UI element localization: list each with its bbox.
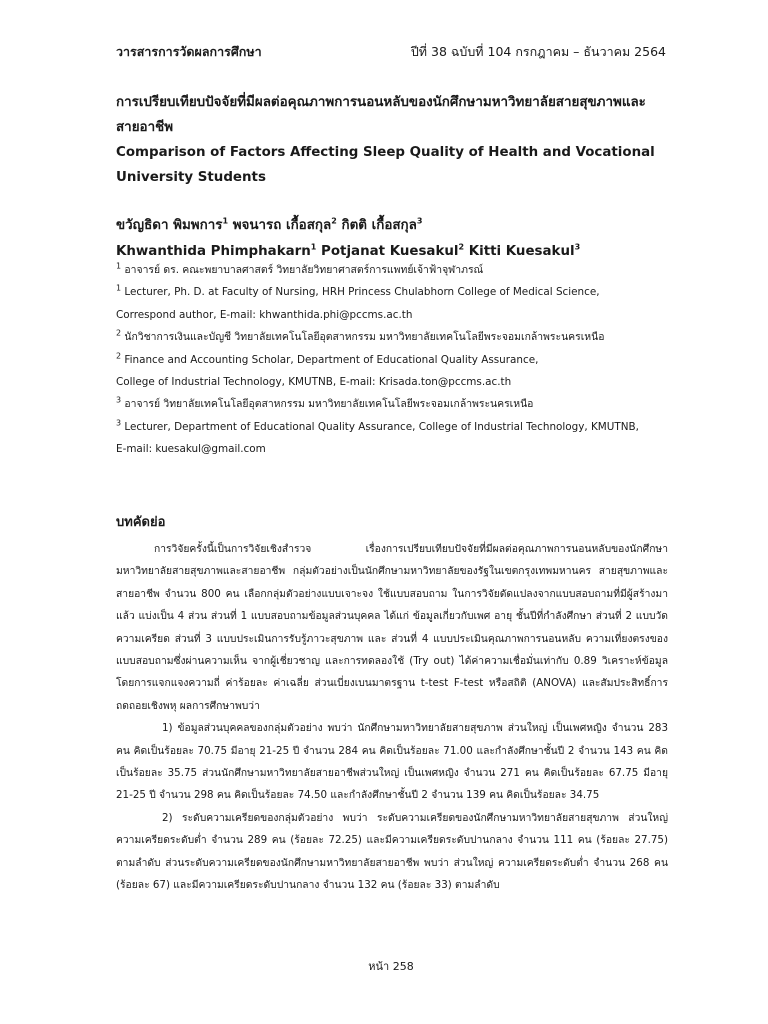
author-sup: 2: [458, 242, 465, 252]
abstract-paragraph: 1) ข้อมูลส่วนบุคคลของกลุ่มตัวอย่าง พบว่า นักศึกษามหาวิทยาลัยสายสุขภาพ ส่วนใหญ่ เป็นเพศหญิง จำนวน 283 คน คิดเป็นร้อยละ 70.75 มีอายุ 21-25 ปี จำนวน 284 คน คิดเป็นร้อยละ 71.00 และกำลังศึกษาชั้นปี 2 จำนวน 143 คน คิดเป็นร้อยละ 35.75 ส่วนนักศึกษามหาวิทยาลัยสายอาชีพส่วนใหญ่ เป็นเพศหญิง จำนวน 271 คน คิดเป็นร้อยละ 67.75 มีอายุ 21-25 ปี จำนวน 298 คน คิดเป็นร้อยละ 74.50 และกำลังศึกษาชั้นปี 2 จำนวน 139 คน คิดเป็นร้อยละ 34.75: [116, 722, 668, 802]
author-sup: 1: [310, 242, 317, 252]
affiliation-text: อาจารย์ ดร. คณะพยาบาลศาสตร์ วิทยาลัยวิทยาศาสตร์การแพทย์เจ้าฟ้าจุฬาภรณ์: [124, 264, 484, 276]
abstract-paragraph: 2) ระดับความเครียดของกลุ่มตัวอย่าง พบว่า ระดับความเครียดของนักศึกษามหาวิทยาลัยสายสุขภาพ ส่วนใหญ่ ความเครียดระดับต่ำ จำนวน 289 คน (ร้อยละ 72.25) และมีความเครียดระดับปานกลาง จำนวน 111 คน (ร้อยละ 27.75) ตามลำดับ ส่วนระดับความเครียดของนักศึกษามหาวิทยาลัยสายอาชีพ พบว่า ส่วนใหญ่ ความเครียดระดับต่ำ จำนวน 268 คน (ร้อยละ 67) และมีความเครียดระดับปานกลาง จำนวน 132 คน (ร้อยละ 33) ตามลำดับ: [116, 811, 668, 892]
title-block: [116, 90, 666, 190]
affiliation-line: [116, 416, 668, 438]
affiliation-sup: 2: [116, 328, 122, 338]
author-name: กิตติ เกื้อสกุล: [341, 218, 417, 233]
affiliation-sup: 3: [116, 395, 122, 405]
affiliation-line: [116, 349, 668, 371]
affiliation-text: Lecturer, Department of Educational Quality Assurance, College of Industrial Technology, KMUTNB,: [124, 420, 639, 433]
affiliation-line: [116, 304, 668, 326]
authors-block: [116, 213, 666, 265]
title-thai: การเปรียบเทียบปัจจัยที่มีผลต่อคุณภาพการนอนหลับของนักศึกษามหาวิทยาลัยสายสุขภาพและสายอาชีพ: [116, 95, 646, 135]
affiliation-sup: 3: [116, 418, 122, 428]
affiliation-line: [116, 326, 668, 348]
author-sup: 3: [574, 242, 581, 252]
affiliation-line: [116, 259, 668, 281]
affiliation-line: [116, 371, 668, 393]
affiliation-text: อาจารย์ วิทยาลัยเทคโนโลยีอุตสาหกรรม มหาวิทยาลัยเทคโนโลยีพระจอมเกล้าพระนครเหนือ: [124, 398, 534, 411]
authors-thai: [116, 213, 666, 239]
abstract-body: [116, 538, 668, 897]
author-name: Kitti Kuesakul: [468, 244, 575, 259]
page-number: หน้า 258: [368, 960, 414, 973]
title-english: Comparison of Factors Affecting Sleep Quality of Health and Vocational University Students: [116, 145, 655, 185]
affiliation-line: [116, 438, 668, 460]
author-name: ขวัญธิดา พิมพการ: [116, 218, 223, 233]
affiliation-sup: 1: [116, 283, 122, 293]
affiliation-text: Lecturer, Ph. D. at Faculty of Nursing, HRH Princess Chulabhorn College of Medical Science,: [124, 286, 600, 299]
issue-info: ปีที่ 38 ฉบับที่ 104 กรกฎาคม – ธันวาคม 2564: [410, 44, 666, 59]
affiliation-text: Correspond author, E-mail: khwanthida.phi@pccms.ac.th: [116, 308, 413, 321]
author-sup: 1: [222, 216, 229, 226]
abstract-paragraph: การวิจัยครั้งนี้เป็นการวิจัยเชิงสำรวจ เรื่องการเปรียบเทียบปัจจัยที่มีผลต่อคุณภาพการนอนหลับของนักศึกษามหาวิทยาลัยสายสุขภาพและสายอาชีพ กลุ่มตัวอย่างเป็นนักศึกษามหาวิทยาลัยของรัฐในเขตกรุงเทพมหานคร สายสุขภาพและสายอาชีพ จำนวน 800 คน เลือกกลุ่มตัวอย่างแบบเจาะจง ใช้แบบสอบถาม ในการวิจัยดัดแปลงจากแบบสอบถามที่มีผู้สร้างมาแล้ว แบ่งเป็น 4 ส่วน ส่วนที่ 1 แบบสอบถามข้อมูลส่วนบุคคล ได้แก่ ข้อมูลเกี่ยวกับเพศ อายุ ชั้นปีที่กำลังศึกษา ส่วนที่ 2 แบบวัดความเครียด ส่วนที่ 3 แบบประเมินการรับรู้ภาวะสุขภาพ และ ส่วนที่ 4 แบบประเมินคุณภาพการนอนหลับ ความเที่ยงตรงของแบบสอบถามซึ่งผ่านความเห็น จากผู้เชี่ยวชาญ และการทดลองใช้ (Try out) ได้ค่าความเชื่อมั่นเท่ากับ 0.89 วิเคราะห์ข้อมูลโดยการแจกแจงความถี่ ค่าร้อยละ ค่าเฉลี่ย ส่วนเบี่ยงเบนมาตรฐาน t-test F-test หรือสถิติ (ANOVA) และสัมประสิทธิ์การถดถอยเชิงพหุ ผลการศึกษาพบว่า: [116, 543, 668, 712]
affiliation-sup: 1: [116, 261, 122, 271]
author-sup: 3: [416, 216, 423, 226]
affiliations-block: [116, 259, 668, 461]
author-name: พจนารถ เกื้อสกุล: [232, 218, 332, 233]
author-name: Khwanthida Phimphakarn: [116, 244, 311, 259]
affiliation-text: College of Industrial Technology, KMUTNB, E-mail: Krisada.ton@pccms.ac.th: [116, 376, 512, 389]
author-name: Potjanat Kuesakul: [321, 244, 459, 259]
journal-name: วารสารการวัดผลการศึกษา: [116, 44, 262, 59]
affiliation-line: [116, 393, 668, 415]
affiliation-sup: 2: [116, 351, 122, 361]
affiliation-text: นักวิชาการเงินและบัญชี วิทยาลัยเทคโนโลยีอุตสาหกรรม มหาวิทยาลัยเทคโนโลยีพระจอมเกล้าพระนครเหนือ: [124, 331, 605, 344]
affiliation-text: E-mail: kuesakul@gmail.com: [116, 443, 266, 456]
abstract-heading: บทคัดย่อ: [116, 515, 166, 530]
author-sup: 2: [331, 216, 337, 226]
affiliation-text: Finance and Accounting Scholar, Department of Educational Quality Assurance,: [124, 353, 539, 366]
affiliation-line: [116, 281, 668, 303]
